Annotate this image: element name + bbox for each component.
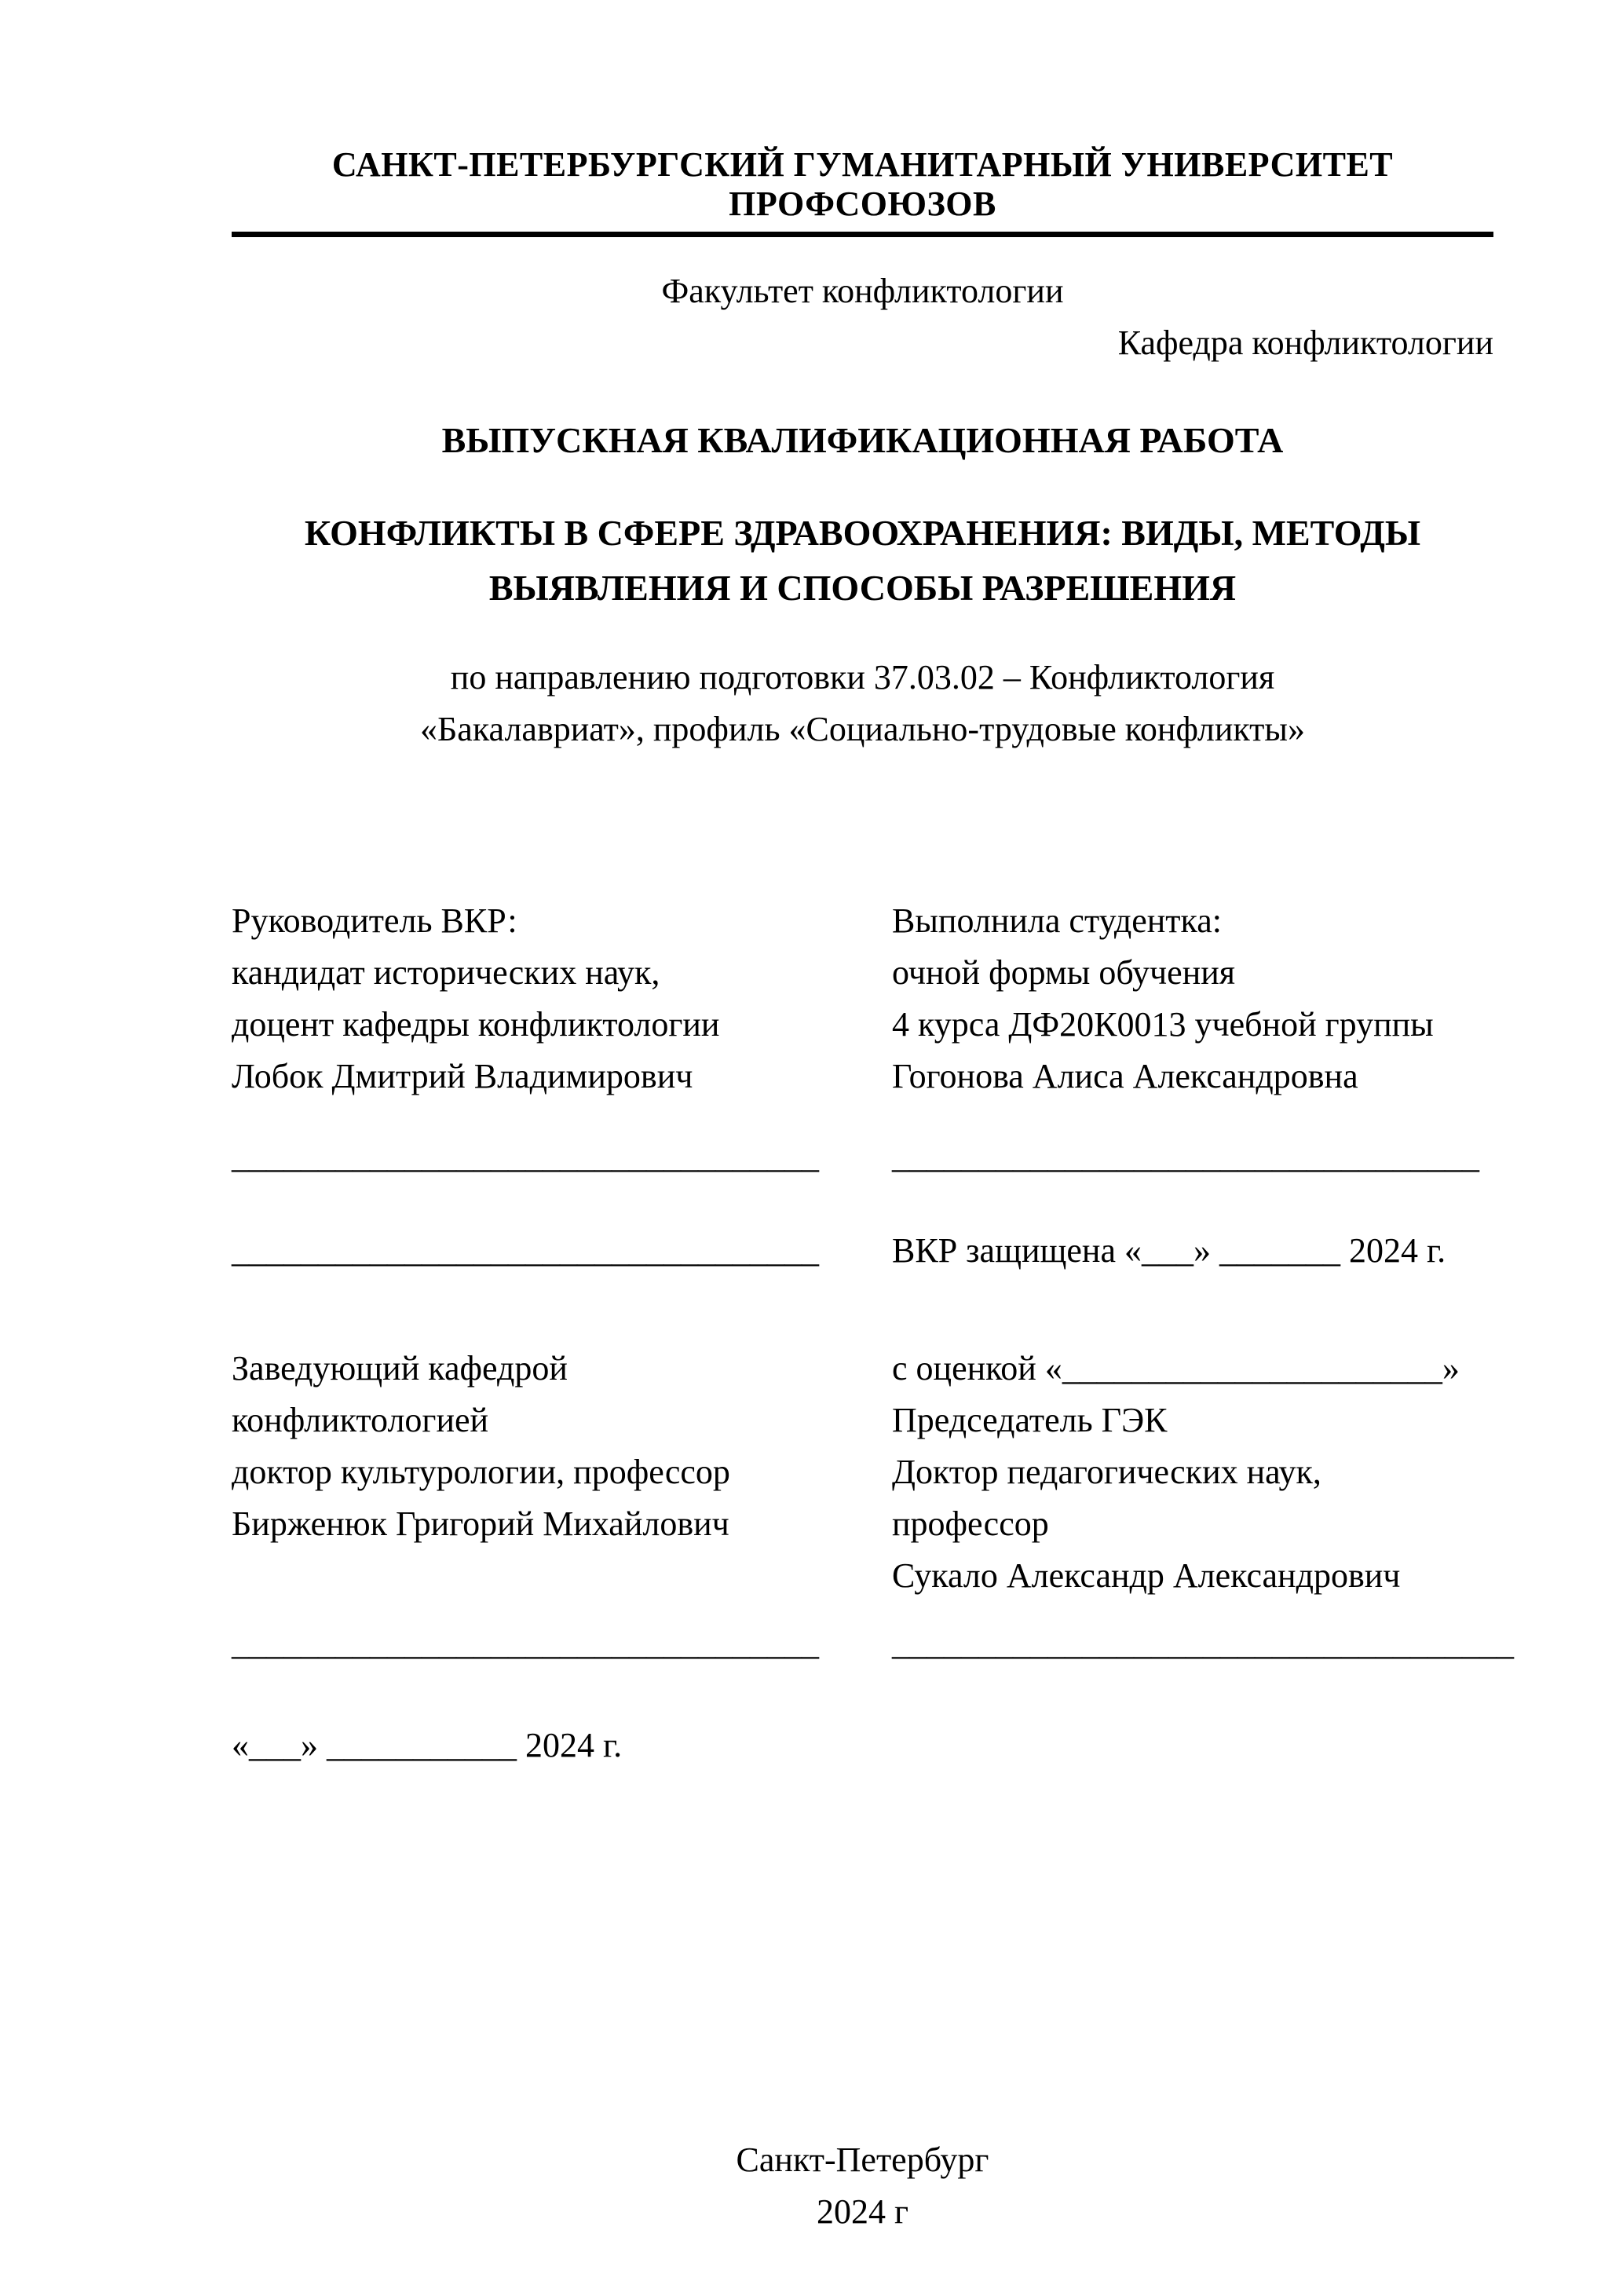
student-line-3: 4 курса ДФ20К0013 учебной группы <box>892 1005 1434 1044</box>
department-line: Кафедра конфликтологии <box>1117 324 1493 362</box>
head-of-department-block <box>232 1343 833 1550</box>
signature-row-3 <box>232 1618 1514 1669</box>
gek-chair-line-2: Председатель ГЭК <box>892 1401 1168 1439</box>
thesis-title <box>232 506 1493 616</box>
program-line-1: по направлению подготовки 37.03.02 – Конфликтология <box>450 658 1275 696</box>
supervisor-line-3: доцент кафедры конфликтологии <box>232 1005 720 1044</box>
officials-row <box>232 1343 1493 1602</box>
date-line: «___» ___________ 2024 г. <box>232 1726 623 1764</box>
faculty-line: Факультет конфликтологии <box>661 272 1064 310</box>
student-line-2: очной формы обучения <box>892 953 1236 992</box>
head-of-department-line-3: доктор культурологии, профессор <box>232 1453 730 1491</box>
people-row <box>232 895 1493 1102</box>
program-line-2: «Бакалавриат», профиль «Социально-трудовые конфликты» <box>420 710 1305 748</box>
program-info <box>232 652 1493 755</box>
date-row <box>232 1720 1493 1771</box>
supervisor-signature-line-2: __________________________________ <box>232 1231 819 1270</box>
gek-chair-block <box>892 1343 1493 1602</box>
thesis-title-line-1: КОНФЛИКТЫ В СФЕРЕ ЗДРАВООХРАНЕНИЯ: ВИДЫ, МЕТОДЫ <box>304 513 1421 553</box>
supervisor-line-1: Руководитель ВКР: <box>232 901 517 940</box>
supervisor-block <box>232 895 833 1102</box>
signature-section <box>232 895 1514 1771</box>
student-block <box>892 895 1493 1102</box>
city-line: Санкт-Петербург <box>736 2141 989 2179</box>
supervisor-line-2: кандидат исторических наук, <box>232 953 660 992</box>
signature-row-2 <box>232 1225 1493 1277</box>
student-signature-line: __________________________________ <box>892 1137 1479 1175</box>
defended-date-line: ВКР защищена «___» _______ 2024 г. <box>892 1231 1446 1270</box>
head-of-department-signature-line: __________________________________ <box>232 1624 819 1662</box>
gek-chair-line-3: Доктор педагогических наук, <box>892 1453 1321 1491</box>
signature-row-1 <box>232 1131 1493 1183</box>
head-of-department-line-2: конфликтологией <box>232 1401 489 1439</box>
footer <box>232 2134 1493 2238</box>
head-of-department-line-4: Бирженюк Григорий Михайлович <box>232 1504 729 1543</box>
gek-chair-line-5: Сукало Александр Александрович <box>892 1556 1401 1595</box>
year-line: 2024 г <box>816 2192 909 2231</box>
gek-chair-line-4: профессор <box>892 1504 1049 1543</box>
supervisor-signature-line: __________________________________ <box>232 1137 819 1175</box>
student-line-4: Гогонова Алиса Александровна <box>892 1057 1358 1095</box>
work-type-heading: ВЫПУСКНАЯ КВАЛИФИКАЦИОННАЯ РАБОТА <box>441 420 1284 460</box>
head-of-department-line-1: Заведующий кафедрой <box>232 1349 568 1387</box>
thesis-title-line-2: ВЫЯВЛЕНИЯ И СПОСОБЫ РАЗРЕШЕНИЯ <box>488 568 1237 608</box>
grade-line: с оценкой «______________________» <box>892 1349 1460 1387</box>
student-line-1: Выполнила студентка: <box>892 901 1222 940</box>
gek-chair-signature-line: ____________________________________ <box>892 1624 1514 1662</box>
supervisor-line-4: Лобок Дмитрий Владимирович <box>232 1057 693 1095</box>
university-name: САНКТ-ПЕТЕРБУРГСКИЙ ГУМАНИТАРНЫЙ УНИВЕРСИТЕТ ПРОФСОЮЗОВ <box>232 145 1493 237</box>
